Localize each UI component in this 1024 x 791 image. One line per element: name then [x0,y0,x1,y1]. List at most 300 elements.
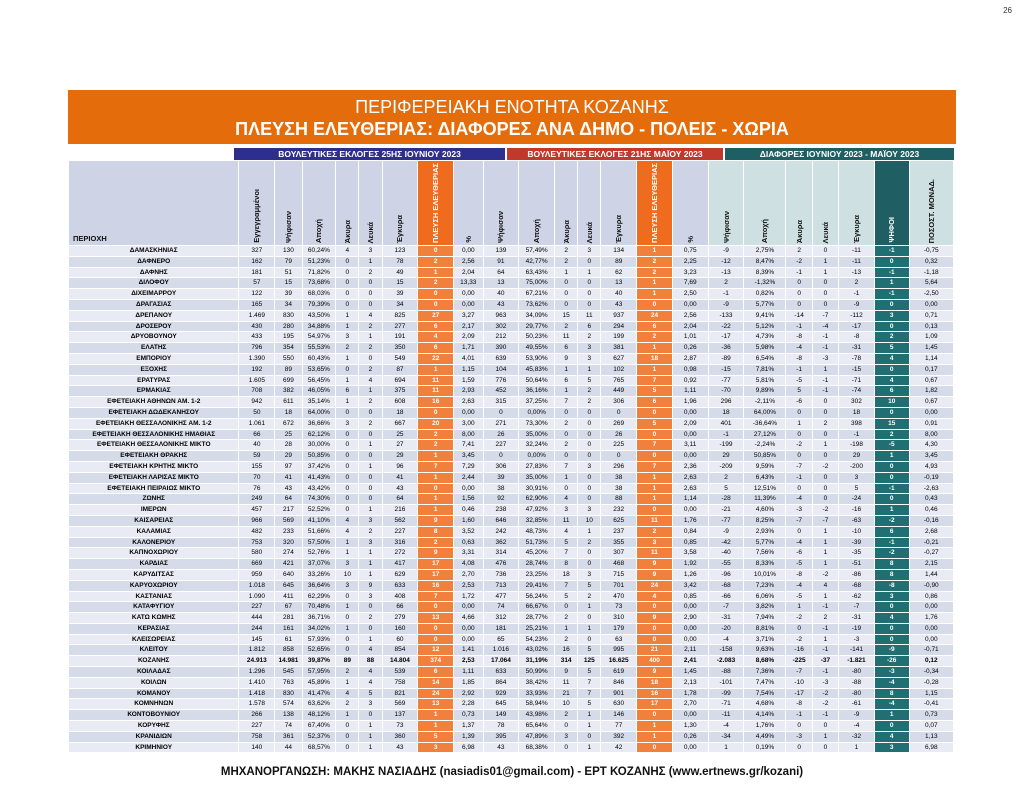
title-line-1: ΠΕΡΙΦΕΡΕΙΑΚΗ ΕΝΟΤΗΤΑ ΚΟΖΑΝΗΣ [355,97,669,117]
cell-abstention: 57,50% [302,537,336,548]
cell-may-valid: 38 [601,472,637,483]
cell-registered: 758 [239,731,275,742]
cell-party-votes: 6 [418,343,454,354]
cell-blank: 1 [359,634,382,645]
cell-valid: 854 [382,645,418,656]
cell-voted: 574 [275,699,302,710]
cell-party-votes: 20 [418,418,454,429]
cell-invalid: 1 [336,548,359,559]
cell-diff-abstention: 6,54% [744,353,786,364]
cell-may-voted: 181 [483,623,519,634]
cell-region: ΚΑΡΥΟΧΩΡΙΟΥ [69,580,239,591]
cell-invalid: 1 [336,310,359,321]
cell-may-blank: 3 [578,461,601,472]
cell-diff-invalid: -1 [786,364,812,375]
cell-diff-party-votes: 1 [874,505,909,516]
table-row [69,731,954,742]
table-row [69,515,954,526]
cell-blank: 0 [359,451,382,462]
cell-voted: 672 [275,418,302,429]
cell-party-pct: 0,00 [454,602,483,613]
cell-diff-party-votes: -4 [874,699,909,710]
cell-may-party-votes: 1 [637,494,673,505]
cell-diff-blank: 0 [812,451,838,462]
cell-may-valid: 179 [601,623,637,634]
cell-region: ΕΦΕΤΕΙΑΚΗ ΑΘΗΝΩΝ ΑΜ. 1-2 [69,397,239,408]
cell-party-votes: 1 [418,721,454,732]
cell-blank: 4 [359,677,382,688]
cell-diff-valid: -61 [839,699,875,710]
cell-diff-valid: -13 [839,267,875,278]
cell-may-blank: 2 [578,332,601,343]
cell-may-party-pct: 1,26 [672,569,708,580]
cell-diff-invalid: -5 [786,375,812,386]
cell-valid: 66 [382,602,418,613]
cell-party-votes: 8 [418,526,454,537]
cell-invalid: 0 [336,731,359,742]
cell-diff-voted: -11 [708,710,744,721]
cell-party-votes: 27 [418,310,454,321]
cell-diff-voted: -101 [708,677,744,688]
cell-may-voted: 74 [483,602,519,613]
cell-diff-voted: 5 [708,483,744,494]
cell-abstention: 53,65% [302,364,336,375]
header-may-party: ΠΛΕΥΣΗ ΕΛΕΥΘΕΡΙΑΣ [637,161,673,246]
cell-diff-party-pct: -0,34 [909,667,953,678]
table-row [69,667,954,678]
cell-registered: 796 [239,343,275,354]
cell-party-votes: 5 [418,731,454,742]
cell-diff-valid: -200 [839,461,875,472]
cell-may-voted: 312 [483,613,519,624]
table-row [69,343,954,354]
cell-diff-abstention: 5,98% [744,343,786,354]
cell-registered: 580 [239,548,275,559]
cell-may-party-pct: 0,92 [672,375,708,386]
cell-region: ΚΟΙΛΑΔΑΣ [69,667,239,678]
cell-may-party-votes: 5 [637,386,673,397]
cell-diff-voted: -88 [708,667,744,678]
cell-party-votes: 14 [418,677,454,688]
cell-invalid: 4 [336,246,359,257]
cell-may-party-votes: 11 [637,548,673,559]
cell-abstention: 57,93% [302,634,336,645]
cell-may-invalid: 0 [555,278,578,289]
header-may-voted: Ψήφισαν [483,161,519,246]
cell-voted: 320 [275,537,302,548]
cell-may-party-votes: 1 [637,721,673,732]
cell-party-pct: 3,31 [454,548,483,559]
cell-diff-party-pct: 8,00 [909,429,953,440]
cell-may-voted: 713 [483,580,519,591]
cell-diff-invalid: -14 [786,310,812,321]
cell-invalid: 0 [336,613,359,624]
cell-diff-valid: -1.821 [839,656,875,667]
cell-may-valid: 38 [601,483,637,494]
cell-valid: 825 [382,310,418,321]
cell-abstention: 36,64% [302,580,336,591]
cell-may-valid: 62 [601,267,637,278]
cell-party-pct: 0,63 [454,537,483,548]
cell-abstention: 54,97% [302,332,336,343]
cell-voted: 61 [275,634,302,645]
cell-may-valid: 630 [601,699,637,710]
page-number: 26 [1003,6,1012,15]
cell-may-invalid: 3 [555,505,578,516]
cell-abstention: 55,53% [302,343,336,354]
cell-blank: 0 [359,278,382,289]
cell-diff-party-votes: 1 [874,278,909,289]
cell-diff-party-pct: 0,00 [909,407,953,418]
cell-may-blank: 0 [578,472,601,483]
cell-diff-abstention: 8,47% [744,256,786,267]
cell-may-abstention: 27,83% [519,461,555,472]
cell-registered: 1.061 [239,418,275,429]
cell-abstention: 35,14% [302,397,336,408]
cell-may-valid: 40 [601,289,637,300]
cell-abstention: 41,43% [302,472,336,483]
cell-may-valid: 468 [601,559,637,570]
table-row [69,721,954,732]
cell-diff-party-pct: -0,21 [909,537,953,548]
cell-invalid: 1 [336,397,359,408]
cell-diff-voted: -17 [708,332,744,343]
cell-diff-blank: -2 [812,461,838,472]
cell-abstention: 50,85% [302,451,336,462]
table-row [69,494,954,505]
cell-abstention: 37,07% [302,559,336,570]
cell-party-pct: 1,60 [454,515,483,526]
cell-invalid: 0 [336,278,359,289]
cell-may-blank: 0 [578,483,601,494]
cell-diff-invalid: -3 [786,731,812,742]
cell-may-valid: 102 [601,364,637,375]
table-row [69,548,954,559]
cell-may-party-votes: 2 [637,256,673,267]
cell-party-votes: 16 [418,397,454,408]
cell-diff-valid: 302 [839,397,875,408]
header-diff-valid: Έγκυρα [839,161,875,246]
cell-may-valid: 307 [601,548,637,559]
cell-party-votes: 1 [418,472,454,483]
cell-diff-blank: -1 [812,623,838,634]
cell-invalid: 2 [336,699,359,710]
cell-may-party-pct: 1,45 [672,667,708,678]
cell-may-abstention: 36,16% [519,386,555,397]
cell-diff-party-votes: -26 [874,656,909,667]
cell-valid: 227 [382,526,418,537]
cell-valid: 96 [382,461,418,472]
cell-may-invalid: 18 [555,569,578,580]
cell-diff-party-votes: 3 [874,742,909,753]
cell-abstention: 52,76% [302,548,336,559]
cell-voted: 44 [275,742,302,753]
cell-may-blank: 3 [578,569,601,580]
cell-invalid: 89 [336,656,359,667]
cell-may-invalid: 6 [555,343,578,354]
cell-diff-party-pct: 0,17 [909,364,953,375]
cell-diff-party-pct: 0,43 [909,494,953,505]
cell-party-votes: 2 [418,278,454,289]
cell-may-party-votes: 6 [637,321,673,332]
cell-may-invalid: 1 [555,472,578,483]
table-row [69,246,954,257]
cell-may-party-pct: 7,69 [672,278,708,289]
cell-may-party-pct: 1,76 [672,515,708,526]
cell-abstention: 60,43% [302,353,336,364]
cell-diff-invalid: -4 [786,537,812,548]
cell-diff-voted: -9 [708,526,744,537]
cell-diff-invalid: -1 [786,472,812,483]
cell-diff-party-pct: 0,00 [909,299,953,310]
cell-diff-valid: -1 [839,289,875,300]
cell-diff-valid: -51 [839,559,875,570]
cell-diff-invalid: -5 [786,591,812,602]
cell-party-pct: 1,72 [454,591,483,602]
cell-invalid: 1 [336,602,359,613]
cell-region: ΚΡΙΜΗΝΙΟΥ [69,742,239,753]
cell-region: ΚΑΤΩ ΚΩΜΗΣ [69,613,239,624]
cell-party-votes: 9 [418,515,454,526]
cell-may-voted: 17.064 [483,656,519,667]
cell-may-abstention: 34,09% [519,310,555,321]
cell-may-invalid: 8 [555,559,578,570]
cell-party-pct: 6,98 [454,742,483,753]
cell-blank: 0 [359,353,382,364]
cell-diff-invalid: 0 [786,278,812,289]
cell-may-party-pct: 2,50 [672,289,708,300]
cell-voted: 830 [275,310,302,321]
header-june-registered: Εγγεγραμμένοι [239,161,275,246]
cell-diff-valid: 29 [839,451,875,462]
cell-may-party-pct: 2,41 [672,656,708,667]
cell-party-pct: 2,53 [454,580,483,591]
cell-may-invalid: 7 [555,461,578,472]
header-june-blank: Λευκά [359,161,382,246]
cell-diff-valid: -19 [839,623,875,634]
cell-diff-party-votes: 0 [874,472,909,483]
cell-blank: 0 [359,483,382,494]
cell-diff-blank: -1 [812,667,838,678]
cell-diff-abstention: 9,89% [744,386,786,397]
cell-may-blank: 125 [578,656,601,667]
cell-diff-abstention: 4,14% [744,710,786,721]
cell-diff-valid: -15 [839,364,875,375]
cell-may-party-votes: 1 [637,246,673,257]
cell-valid: 73 [382,721,418,732]
cell-diff-valid: -39 [839,537,875,548]
cell-party-votes: 9 [418,548,454,559]
cell-may-blank: 7 [578,677,601,688]
cell-valid: 821 [382,688,418,699]
cell-diff-blank: -1 [812,602,838,613]
cell-may-party-votes: 1 [637,472,673,483]
cell-diff-blank: 0 [812,742,838,753]
cell-valid: 15 [382,278,418,289]
cell-may-party-votes: 9 [637,667,673,678]
title-banner [68,90,956,144]
cell-may-valid: 294 [601,321,637,332]
cell-may-invalid: 10 [555,699,578,710]
cell-party-pct: 2,28 [454,699,483,710]
cell-party-pct: 0,00 [454,407,483,418]
cell-may-valid: 269 [601,418,637,429]
cell-may-blank: 2 [578,386,601,397]
cell-party-pct: 0,00 [454,299,483,310]
cell-may-abstention: 28,74% [519,559,555,570]
cell-diff-party-pct: 1,09 [909,332,953,343]
cell-may-party-pct: 0,00 [672,623,708,634]
cell-diff-party-votes: 15 [874,418,909,429]
cell-diff-voted: -199 [708,440,744,451]
cell-may-invalid: 7 [555,580,578,591]
cell-region: ΔΡΟΣΕΡΟΥ [69,321,239,332]
cell-party-pct: 2,93 [454,386,483,397]
cell-may-party-pct: 2,87 [672,353,708,364]
cell-diff-valid: -112 [839,310,875,321]
cell-may-blank: 0 [578,278,601,289]
cell-may-abstention: 63,43% [519,267,555,278]
cell-may-party-pct: 0,85 [672,591,708,602]
cell-diff-abstention: 5,77% [744,299,786,310]
cell-diff-valid: 3 [839,472,875,483]
cell-may-party-votes: 0 [637,623,673,634]
cell-may-party-votes: 1 [637,731,673,742]
cell-blank: 1 [359,332,382,343]
cell-blank: 2 [359,526,382,537]
cell-may-voted: 362 [483,537,519,548]
cell-invalid: 4 [336,515,359,526]
cell-diff-blank: 0 [812,246,838,257]
cell-voted: 79 [275,256,302,267]
cell-diff-valid: 1 [839,742,875,753]
cell-voted: 195 [275,332,302,343]
cell-voted: 130 [275,246,302,257]
cell-blank: 1 [359,721,382,732]
cell-diff-blank: -3 [812,677,838,688]
header-diff-abstention: Αποχή [744,161,786,246]
cell-diff-valid: -11 [839,246,875,257]
cell-diff-abstention: 50,85% [744,451,786,462]
cell-registered: 457 [239,505,275,516]
cell-party-votes: 0 [418,634,454,645]
cell-party-pct: 2,70 [454,569,483,580]
cell-diff-blank: -2 [812,699,838,710]
cell-region: ΚΛΕΙΤΟΥ [69,645,239,656]
cell-may-invalid: 0 [555,451,578,462]
cell-may-voted: 1.016 [483,645,519,656]
cell-diff-voted: -66 [708,591,744,602]
cell-party-pct: 2,09 [454,332,483,343]
cell-valid: 29 [382,451,418,462]
cell-may-party-votes: 1 [637,343,673,354]
cell-diff-abstention: 6,06% [744,591,786,602]
cell-may-abstention: 50,23% [519,332,555,343]
cell-region: ΕΦΕΤΕΙΑΚΗ ΔΩΔΕΚΑΝΗΣΟΥ [69,407,239,418]
cell-may-abstention: 58,94% [519,699,555,710]
cell-diff-blank: 4 [812,580,838,591]
cell-valid: 277 [382,321,418,332]
cell-diff-party-votes: 3 [874,310,909,321]
cell-may-invalid: 2 [555,418,578,429]
cell-valid: 667 [382,418,418,429]
cell-may-party-pct: 2,63 [672,472,708,483]
cell-registered: 155 [239,461,275,472]
cell-diff-abstention: 3,71% [744,634,786,645]
cell-may-party-pct: 0,75 [672,246,708,257]
cell-may-valid: 296 [601,461,637,472]
cell-diff-valid: -32 [839,731,875,742]
cell-diff-abstention: 5,81% [744,375,786,386]
cell-may-invalid: 11 [555,515,578,526]
cell-invalid: 0 [336,645,359,656]
cell-diff-party-pct: 4,30 [909,440,953,451]
cell-invalid: 0 [336,364,359,375]
cell-may-blank: 0 [578,451,601,462]
cell-party-pct: 2,63 [454,397,483,408]
cell-diff-voted: 401 [708,418,744,429]
cell-diff-invalid: 2 [786,246,812,257]
cell-diff-party-pct: -0,90 [909,580,953,591]
cell-diff-blank: -3 [812,353,838,364]
table-row [69,332,954,343]
cell-may-blank: 0 [578,418,601,429]
table-row [69,321,954,332]
table-row [69,526,954,537]
cell-region: ΕΦΕΤΕΙΑΚΗ ΠΕΙΡΑΙΩΣ ΜΙΚΤΟ [69,483,239,494]
cell-diff-blank: 0 [812,289,838,300]
cell-diff-blank: -1 [812,386,838,397]
cell-diff-voted: -133 [708,310,744,321]
cell-diff-party-pct: 1,13 [909,731,953,742]
cell-diff-voted: -209 [708,461,744,472]
header-diff-voted: Ψήφισαν [708,161,744,246]
cell-may-party-pct: 2,04 [672,321,708,332]
cell-may-party-votes: 4 [637,591,673,602]
cell-diff-abstention: 0,19% [744,742,786,753]
cell-may-valid: 701 [601,580,637,591]
cell-registered: 122 [239,289,275,300]
cell-valid: 27 [382,440,418,451]
cell-diff-party-votes: 0 [874,321,909,332]
cell-blank: 5 [359,688,382,699]
cell-diff-invalid: -2 [786,613,812,624]
cell-may-party-votes: 9 [637,569,673,580]
cell-voted: 43 [275,483,302,494]
cell-may-valid: 625 [601,515,637,526]
cell-may-abstention: 66,67% [519,602,555,613]
cell-valid: 43 [382,742,418,753]
cell-diff-party-votes: 1 [874,451,909,462]
cell-diff-blank: -7 [812,310,838,321]
cell-may-valid: 901 [601,688,637,699]
cell-party-votes: 3 [418,742,454,753]
cell-diff-abstention: 7,56% [744,548,786,559]
cell-voted: 569 [275,515,302,526]
cell-may-voted: 92 [483,494,519,505]
cell-party-votes: 11 [418,386,454,397]
cell-diff-abstention: 4,73% [744,332,786,343]
header-diff-pct-units: ΠΟΣΟΣΤ. ΜΟΝΑΔ. [909,161,953,246]
cell-voted: 97 [275,461,302,472]
cell-diff-party-votes: -3 [874,667,909,678]
cell-diff-voted: -158 [708,645,744,656]
cell-abstention: 43,42% [302,483,336,494]
cell-may-abstention: 57,49% [519,246,555,257]
cell-diff-party-pct: 0,12 [909,656,953,667]
cell-may-party-votes: 17 [637,699,673,710]
cell-diff-party-votes: -8 [874,580,909,591]
